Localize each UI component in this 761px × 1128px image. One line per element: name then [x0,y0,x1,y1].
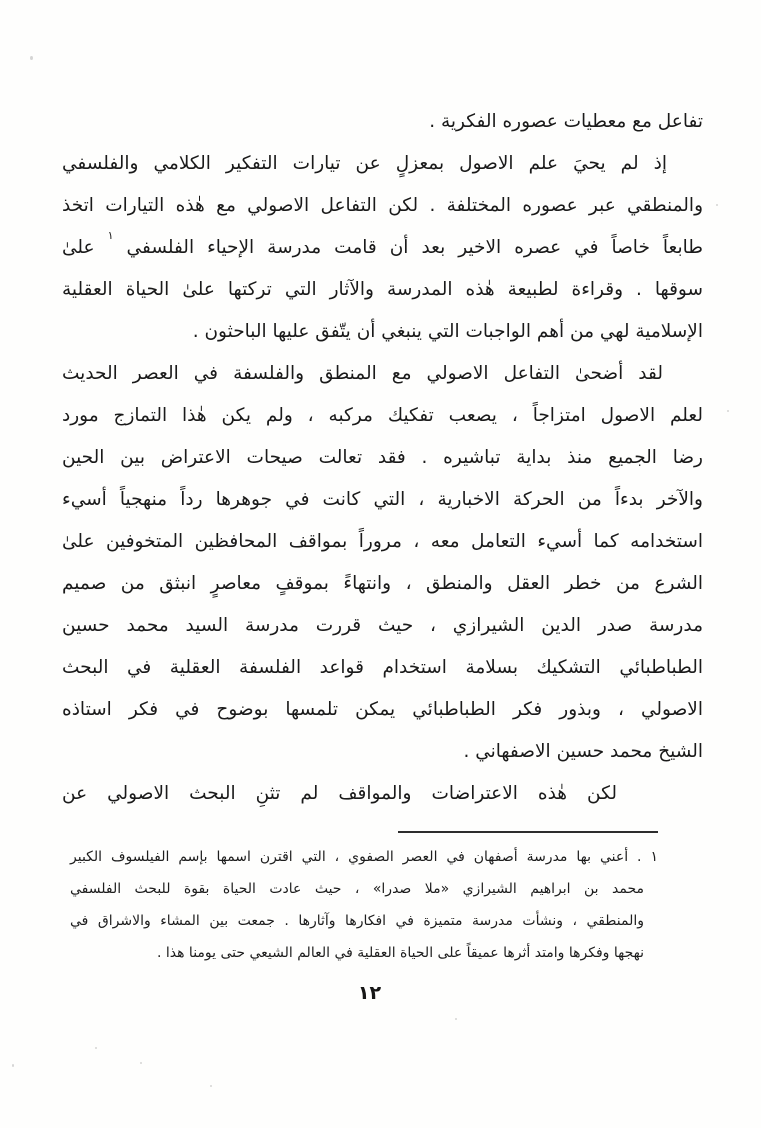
page-number: ١٢ [357,982,382,1004]
scan-speck [95,1047,97,1049]
text-segment: طابعاً خاصاً في عصره الاخير بعد أن قامت مدرسة الإحياء الفلسفي [126,237,703,258]
text-line: رضا الجميع منذ بداية تباشيره . فقد تعالت صيحات الاعتراض بين الحين [62,447,703,468]
text-line: لعلم الاصول امتزاجاً ، يصعب تفكيك مركبه ، ولم يكن هٰذا التمازج مورد [62,405,703,426]
scan-speck [12,1064,14,1067]
text-line: الطباطبائي التشكيك بسلامة استخدام قواعد الفلسفة العقلية في البحث [62,657,703,678]
scan-speck [455,1018,457,1020]
text-line: الإسلامية لهي من أهم الواجبات التي ينبغي أن يتّفق عليها الباحثون . [192,321,703,342]
footnote [70,841,658,969]
text-line: والآخر بدءاً من الحركة الاخبارية ، التي كانت في جوهرها رداً منهجياً أسيء [62,489,703,510]
text-line: لكن هٰذه الاعتراضات والمواقف لم تثنِ البحث الاصولي عن [62,783,617,804]
text-line: الشرع من خطر العقل والمنطق ، وانتهاءً بموقفٍ معاصرٍ انبثق من صميم [62,573,703,594]
text-segment: علىٰ [62,237,95,258]
text-line: سوقها . وقراءة لطبيعة هٰذه المدرسة والآثار التي تركتها علىٰ الحياة العقلية [62,279,703,300]
text-line: تفاعل مع معطيات عصوره الفكرية . [429,111,703,132]
text-line: الشيخ محمد حسين الاصفهاني . [463,741,703,762]
scan-speck [210,1085,212,1087]
footnote-line: ١ . أعني بها مدرسة أصفهان في العصر الصفوي ، التي اقترن اسمها بإسم الفيلسوف الكبير [70,849,658,865]
text-line-with-footnote-ref [62,227,703,269]
text-line: استخدامه كما أسيء التعامل معه ، مروراً بمواقف المحافظين المتخوفين علىٰ [62,531,703,552]
scan-speck [140,1062,142,1064]
scan-speck [716,204,718,206]
body-text [62,101,703,815]
text-line: الاصولي ، وبذور فكر الطباطبائي يمكن تلمسها بوضوح في فكر استاذه [62,699,703,720]
text-line: إذ لم يحيَ علم الاصول بمعزلٍ عن تيارات التفكير الكلامي والفلسفي [62,153,667,174]
text-line: مدرسة صدر الدين الشيرازي ، حيث قررت مدرسة السيد محمد حسين [62,615,703,636]
scan-speck [30,56,33,60]
footnote-ref-marker: ١ [107,228,114,242]
text-line: والمنطقي عبر عصوره المختلفة . لكن التفاعل الاصولي مع هٰذه التيارات اتخذ [62,195,703,216]
text-line: لقد أضحىٰ التفاعل الاصولي مع المنطق والفلسفة في العصر الحديث [62,363,663,384]
scan-speck [727,410,729,412]
footnote-line: محمد بن ابراهيم الشيرازي «ملا صدرا» ، حيث عادت الحياة بقوة للبحث الفلسفي [70,881,644,897]
footnote-separator [398,831,658,833]
footnote-line: نهجها وفكرها وامتد أثرها عميقاً على الحياة العقلية في العالم الشيعي حتى يومنا هذا . [156,945,644,961]
footnote-line: والمنطقي ، ونشأت مدرسة متميزة في افكارها وآثارها . جمعت بين المشاء والاشراق في [70,913,644,929]
